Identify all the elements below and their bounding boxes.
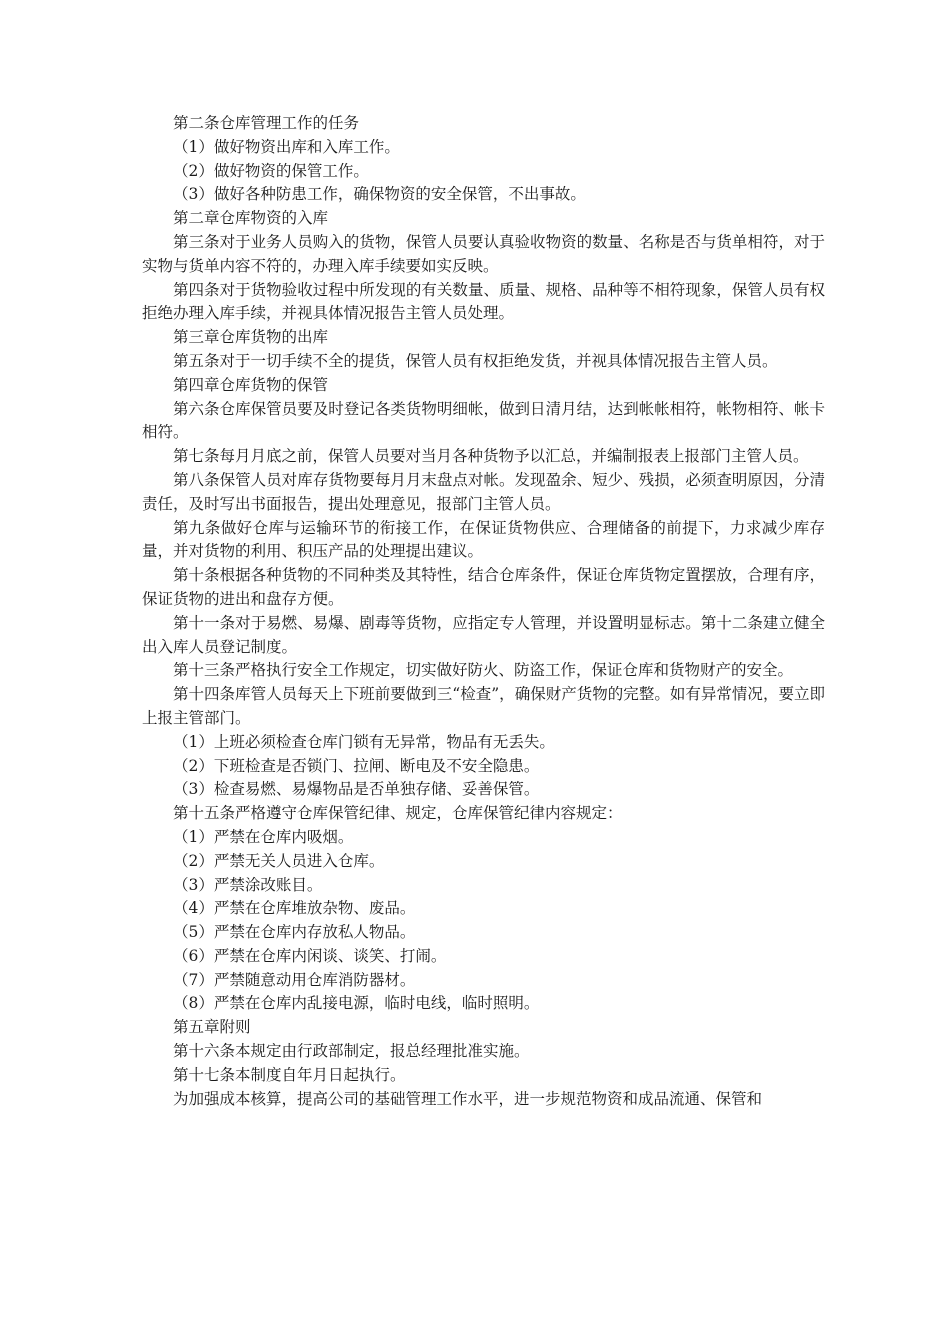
list-item: （4）严禁在仓库堆放杂物、废品。 (173, 899, 416, 918)
list-item: （7）严禁随意动用仓库消防器材。 (173, 970, 416, 989)
paragraph-article-11-12: 第十一条对于易燃、易爆、剧毒等货物，应指定专人管理，并设置明显标志。第十二条建立健全出入库人员登记制度。 (142, 613, 825, 656)
paragraph-article-2-title: 第二条仓库管理工作的任务 (173, 114, 360, 132)
list-item: （1）上班必须检查仓库门锁有无异常，物品有无丢失。 (173, 732, 555, 751)
list-item: （2）做好物资的保管工作。 (173, 161, 369, 180)
chapter-heading: 第二章仓库物资的入库 (173, 209, 329, 228)
list-item: （3）检查易燃、易爆物品是否单独存储、妥善保管。 (173, 780, 540, 799)
document-page (142, 112, 825, 1111)
paragraph-article-16: 第十六条本规定由行政部制定，报总经理批准实施。 (173, 1042, 530, 1061)
paragraph-article-7: 第七条每月月底之前，保管人员要对当月各种货物予以汇总，并编制报表上报部门主管人员。 (173, 447, 809, 466)
paragraph-intro-continued: 为加强成本核算，提高公司的基础管理工作水平，进一步规范物资和成品流通、保管和 (173, 1089, 763, 1108)
paragraph-article-4: 第四条对于货物验收过程中所发现的有关数量、质量、规格、品种等不相符现象，保管人员有权拒绝办理入库手续，并视具体情况报告主管人员处理。 (142, 280, 825, 323)
chapter-heading: 第五章附则 (173, 1018, 251, 1037)
list-item: （3）做好各种防患工作，确保物资的安全保管，不出事故。 (173, 185, 586, 204)
list-item: （2）下班检查是否锁门、拉闸、断电及不安全隐患。 (173, 756, 540, 775)
list-item: （1）做好物资出库和入库工作。 (173, 137, 400, 156)
list-item: （8）严禁在仓库内乱接电源，临时电线，临时照明。 (173, 994, 540, 1013)
paragraph-article-17: 第十七条本制度自年月日起执行。 (173, 1065, 406, 1084)
paragraph-article-8: 第八条保管人员对库存货物要每月月末盘点对帐。发现盈余、短少、残损，必须查明原因，分清责任，及时写出书面报告，提出处理意见，报部门主管人员。 (142, 470, 825, 513)
chapter-heading: 第四章仓库货物的保管 (173, 375, 329, 394)
paragraph-article-13: 第十三条严格执行安全工作规定，切实做好防火、防盗工作，保证仓库和货物财产的安全。 (173, 661, 794, 680)
list-item: （1）严禁在仓库内吸烟。 (173, 827, 354, 846)
paragraph-article-5: 第五条对于一切手续不全的提货，保管人员有权拒绝发货，并视具体情况报告主管人员。 (173, 351, 778, 370)
paragraph-article-3: 第三条对于业务人员购入的货物，保管人员要认真验收物资的数量、名称是否与货单相符，对于实物与货单内容不符的，办理入库手续要如实反映。 (142, 232, 825, 275)
paragraph-article-15: 第十五条严格遵守仓库保管纪律、规定，仓库保管纪律内容规定： (173, 804, 623, 823)
list-item: （5）严禁在仓库内存放私人物品。 (173, 923, 416, 942)
paragraph-article-6: 第六条仓库保管员要及时登记各类货物明细帐，做到日清月结，达到帐帐相符，帐物相符、帐卡相符。 (142, 399, 825, 442)
chapter-heading: 第三章仓库货物的出库 (173, 328, 329, 347)
paragraph-article-14: 第十四条库管人员每天上下班前要做到三“检查”，确保财产货物的完整。如有异常情况，要立即上报主管部门。 (142, 685, 825, 727)
paragraph-article-10: 第十条根据各种货物的不同种类及其特性，结合仓库条件，保证仓库货物定置摆放，合理有序，保证货物的进出和盘存方便。 (142, 566, 825, 608)
paragraph-article-9: 第九条做好仓库与运输环节的衔接工作，在保证货物供应、合理储备的前提下，力求减少库存量，并对货物的利用、积压产品的处理提出建议。 (142, 518, 825, 561)
list-item: （2）严禁无关人员进入仓库。 (173, 851, 385, 870)
list-item: （3）严禁涂改账目。 (173, 875, 323, 894)
list-item: （6）严禁在仓库内闲谈、谈笑、打闹。 (173, 946, 447, 965)
